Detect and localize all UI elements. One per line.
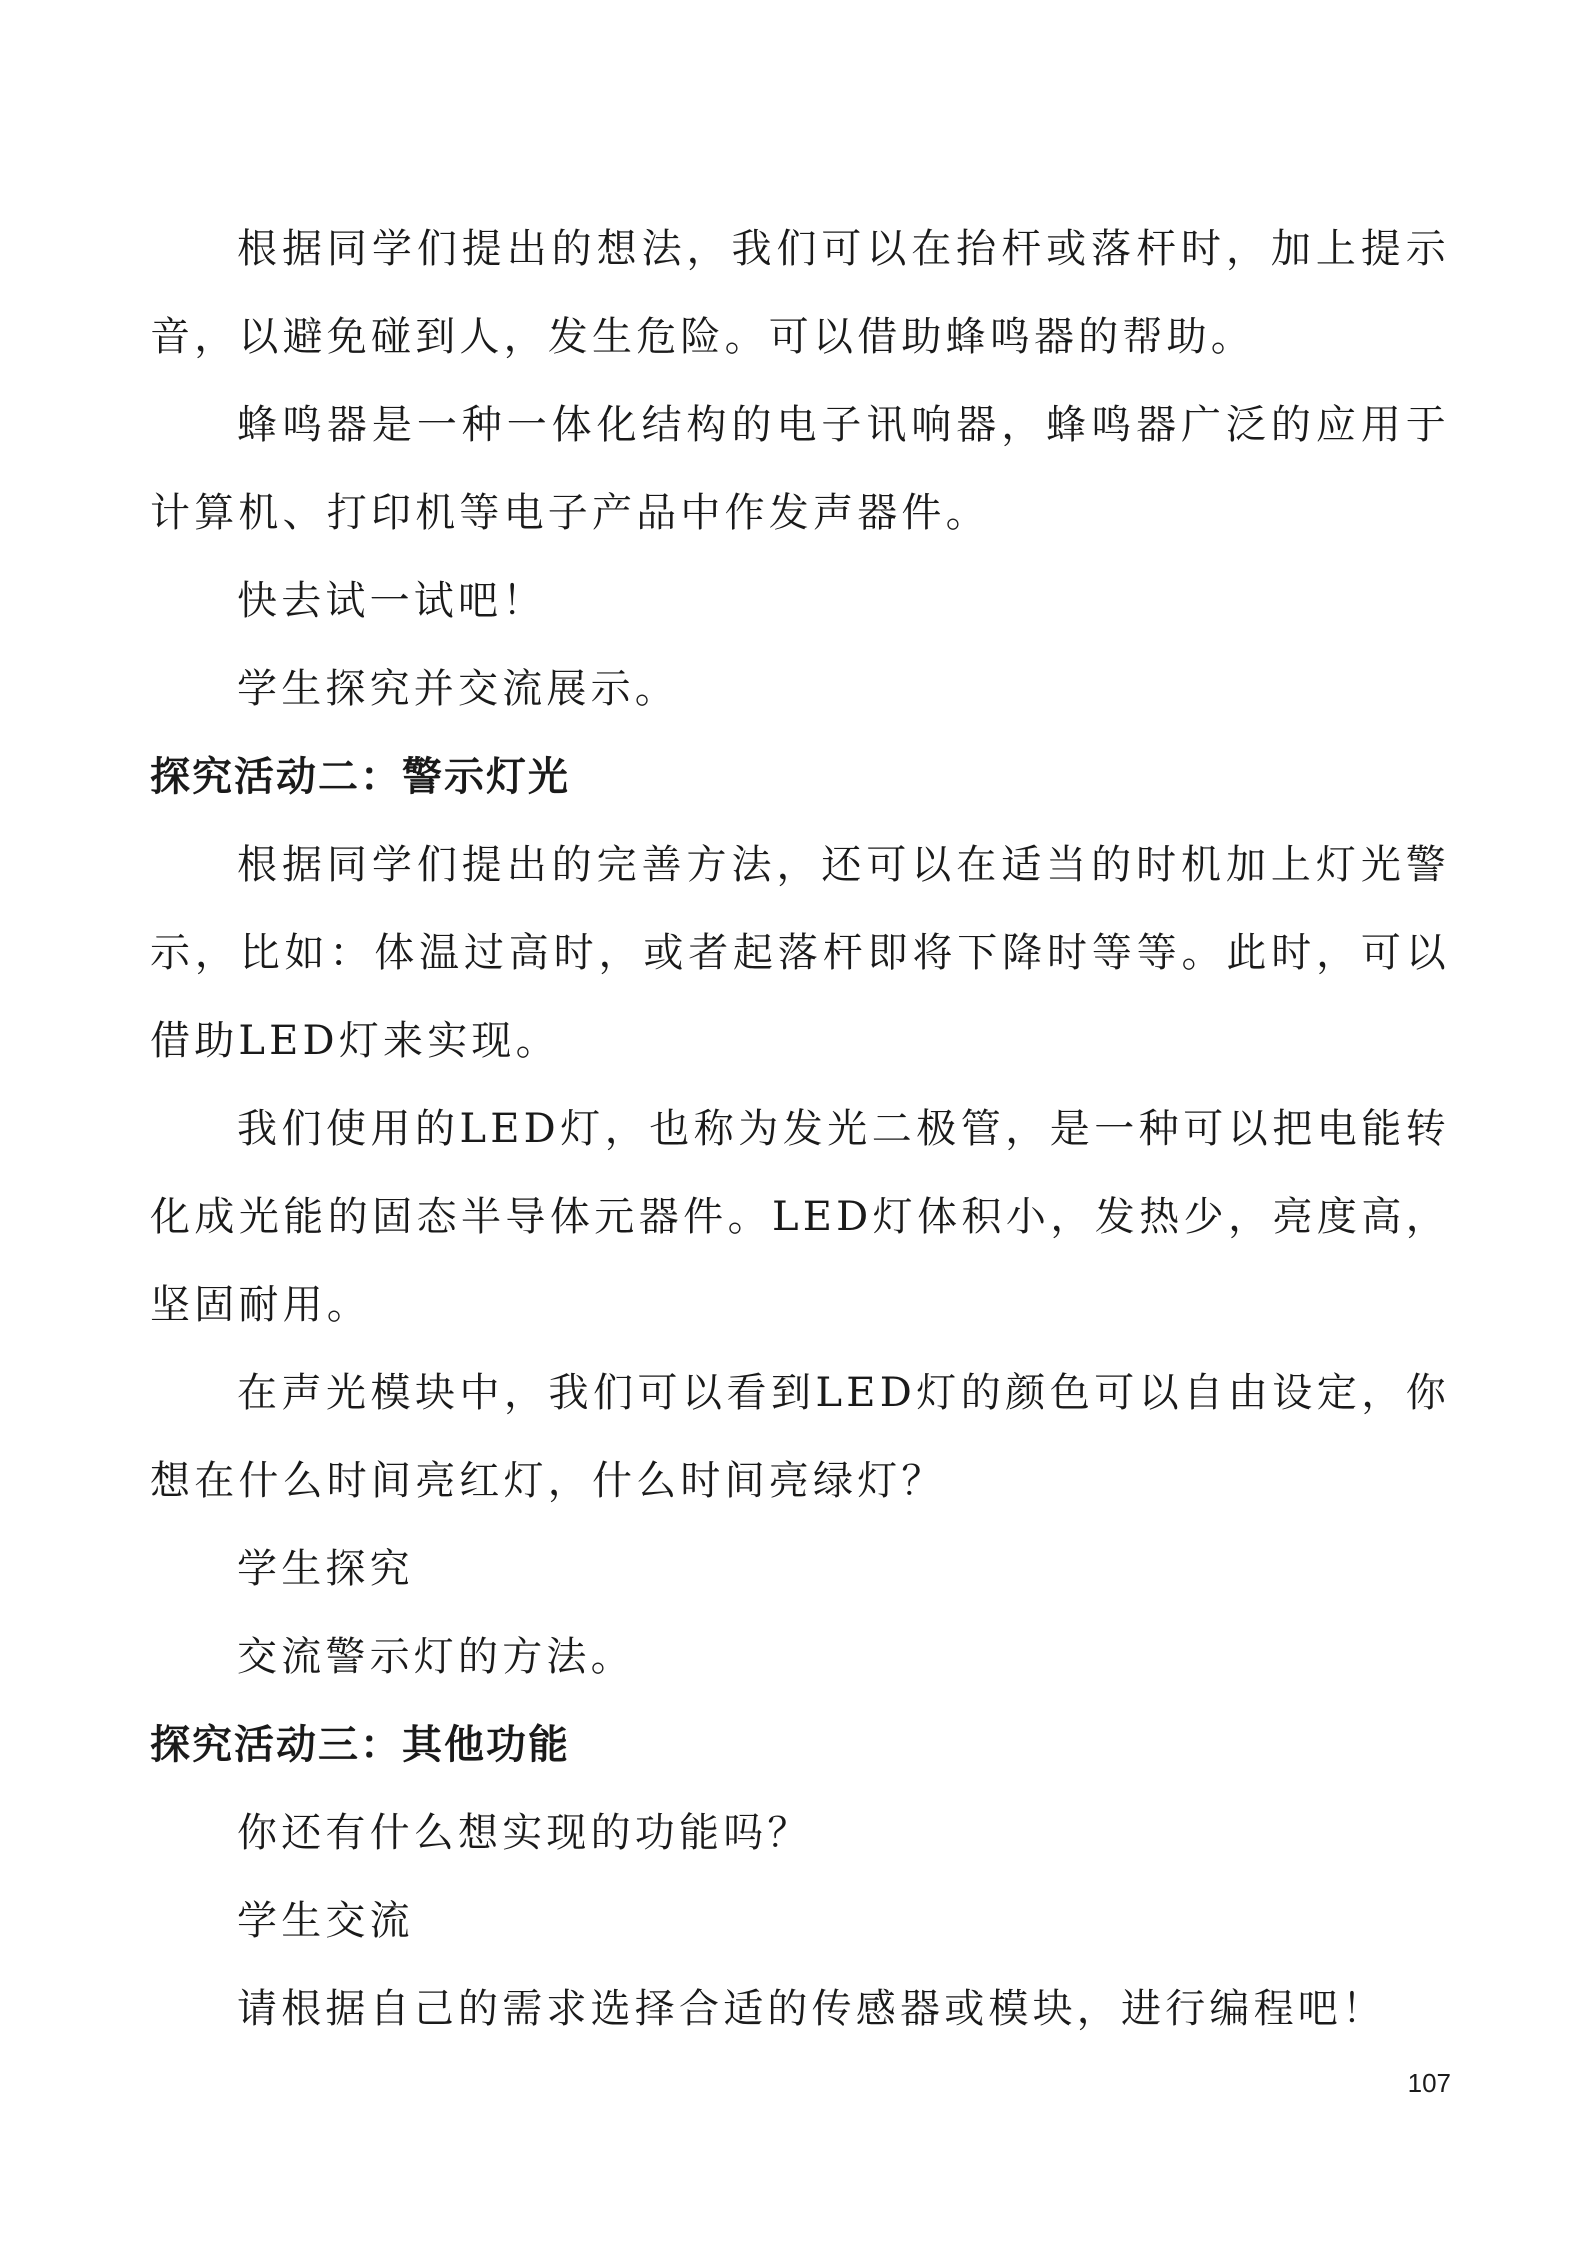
paragraph-led-description: 我们使用的LED灯，也称为发光二极管，是一种可以把电能转化成光能的固态半导体元器件。LED灯体积小，发热少，亮度高，坚固耐用。	[150, 1106, 1450, 1328]
paragraph-warning-light: 根据同学们提出的完善方法，还可以在适当的时机加上灯光警示，比如：体温过高时，或者起落杆即将下降时等等。此时，可以借助LED灯来实现。	[150, 842, 1450, 1064]
heading-activity-three: 探究活动三：其他功能	[150, 1722, 570, 1768]
document-body	[150, 205, 1450, 2053]
paragraph-programming: 请根据自己的需求选择合适的传感器或模块，进行编程吧！	[237, 1986, 1387, 2032]
paragraph-warning-sound: 根据同学们提出的想法，我们可以在抬杆或落杆时，加上提示音，以避免碰到人，发生危险。可以借助蜂鸣器的帮助。	[150, 226, 1450, 360]
paragraph-student-exchange: 学生交流	[237, 1898, 414, 1944]
paragraph-try-it: 快去试一试吧！	[237, 578, 547, 624]
paragraph-led-color: 在声光模块中，我们可以看到LED灯的颜色可以自由设定，你想在什么时间亮红灯，什么时间亮绿灯？	[150, 1370, 1450, 1504]
paragraph-student-explore-2: 学生探究	[237, 1546, 414, 1592]
paragraph-exchange-method: 交流警示灯的方法。	[237, 1634, 635, 1680]
page-number: 107	[1407, 2068, 1451, 2098]
paragraph-buzzer-description: 蜂鸣器是一种一体化结构的电子讯响器，蜂鸣器广泛的应用于计算机、打印机等电子产品中作发声器件。	[150, 402, 1450, 536]
paragraph-student-explore: 学生探究并交流展示。	[237, 666, 679, 712]
heading-activity-two: 探究活动二：警示灯光	[150, 754, 570, 800]
paragraph-other-functions: 你还有什么想实现的功能吗？	[237, 1810, 812, 1856]
